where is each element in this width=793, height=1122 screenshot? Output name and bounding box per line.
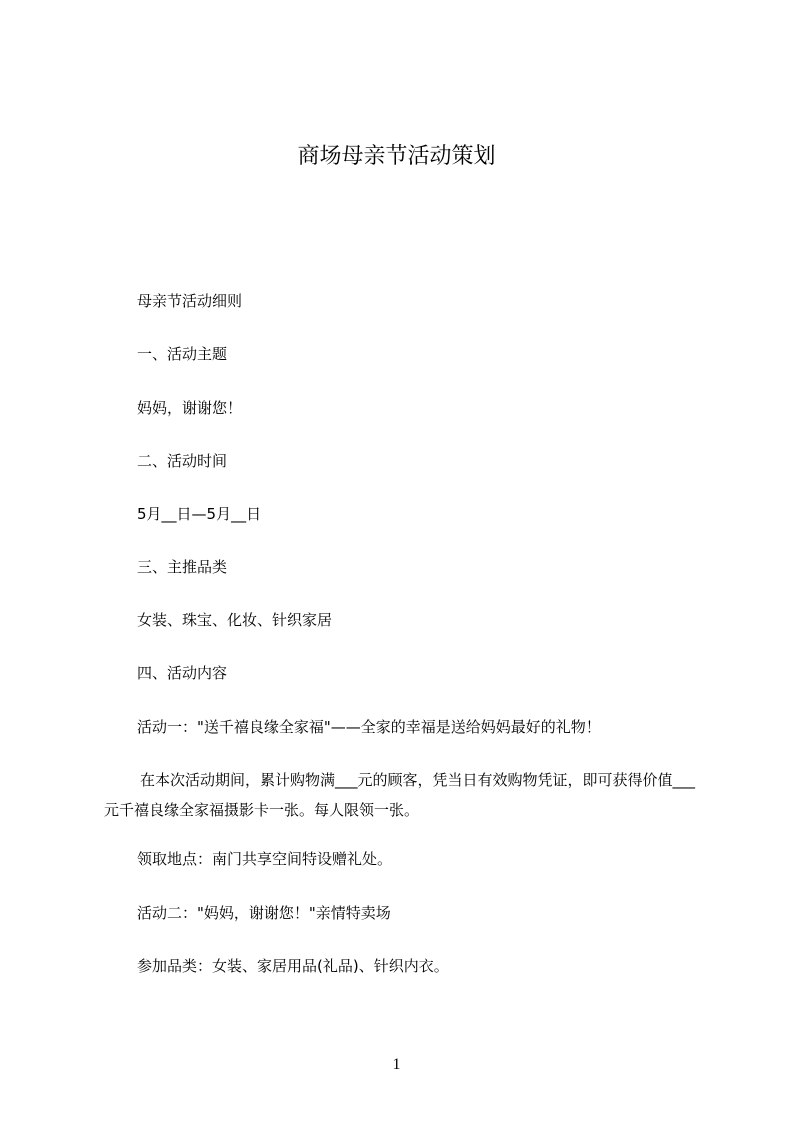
section-heading-theme: 一、活动主题 [137, 345, 228, 363]
activity-two-heading: 活动二："妈妈，谢谢您！"亲情特卖场 [137, 904, 391, 922]
pickup-location-text: 领取地点：南门共享空间特设赠礼处。 [137, 850, 393, 868]
page-number: 1 [392, 1056, 401, 1073]
document-title: 商场母亲节活动策划 [297, 144, 496, 169]
section-heading-content: 四、活动内容 [137, 664, 228, 682]
activity-one-paragraph-text: 在本次活动期间，累计购物满___元的顾客，凭当日有效购物凭证，即可获得价值___元千禧良缘全家福摄影卡一张。每人限领一张。 [104, 771, 696, 819]
section-heading-rules: 母亲节活动细则 [137, 292, 243, 310]
activity-one-paragraph [104, 765, 704, 825]
categories-text: 女装、珠宝、化妆、针织家居 [137, 611, 333, 629]
section-heading-time: 二、活动时间 [137, 452, 228, 470]
participating-categories-text: 参加品类：女装、家居用品(礼品)、针织内衣。 [137, 957, 449, 975]
activity-one-heading: 活动一："送千禧良缘全家福"——全家的幸福是送给妈妈最好的礼物！ [137, 718, 601, 736]
theme-text: 妈妈，谢谢您！ [137, 399, 243, 417]
time-text: 5月__日—5月__日 [137, 505, 262, 523]
section-heading-categories: 三、主推品类 [137, 558, 228, 576]
